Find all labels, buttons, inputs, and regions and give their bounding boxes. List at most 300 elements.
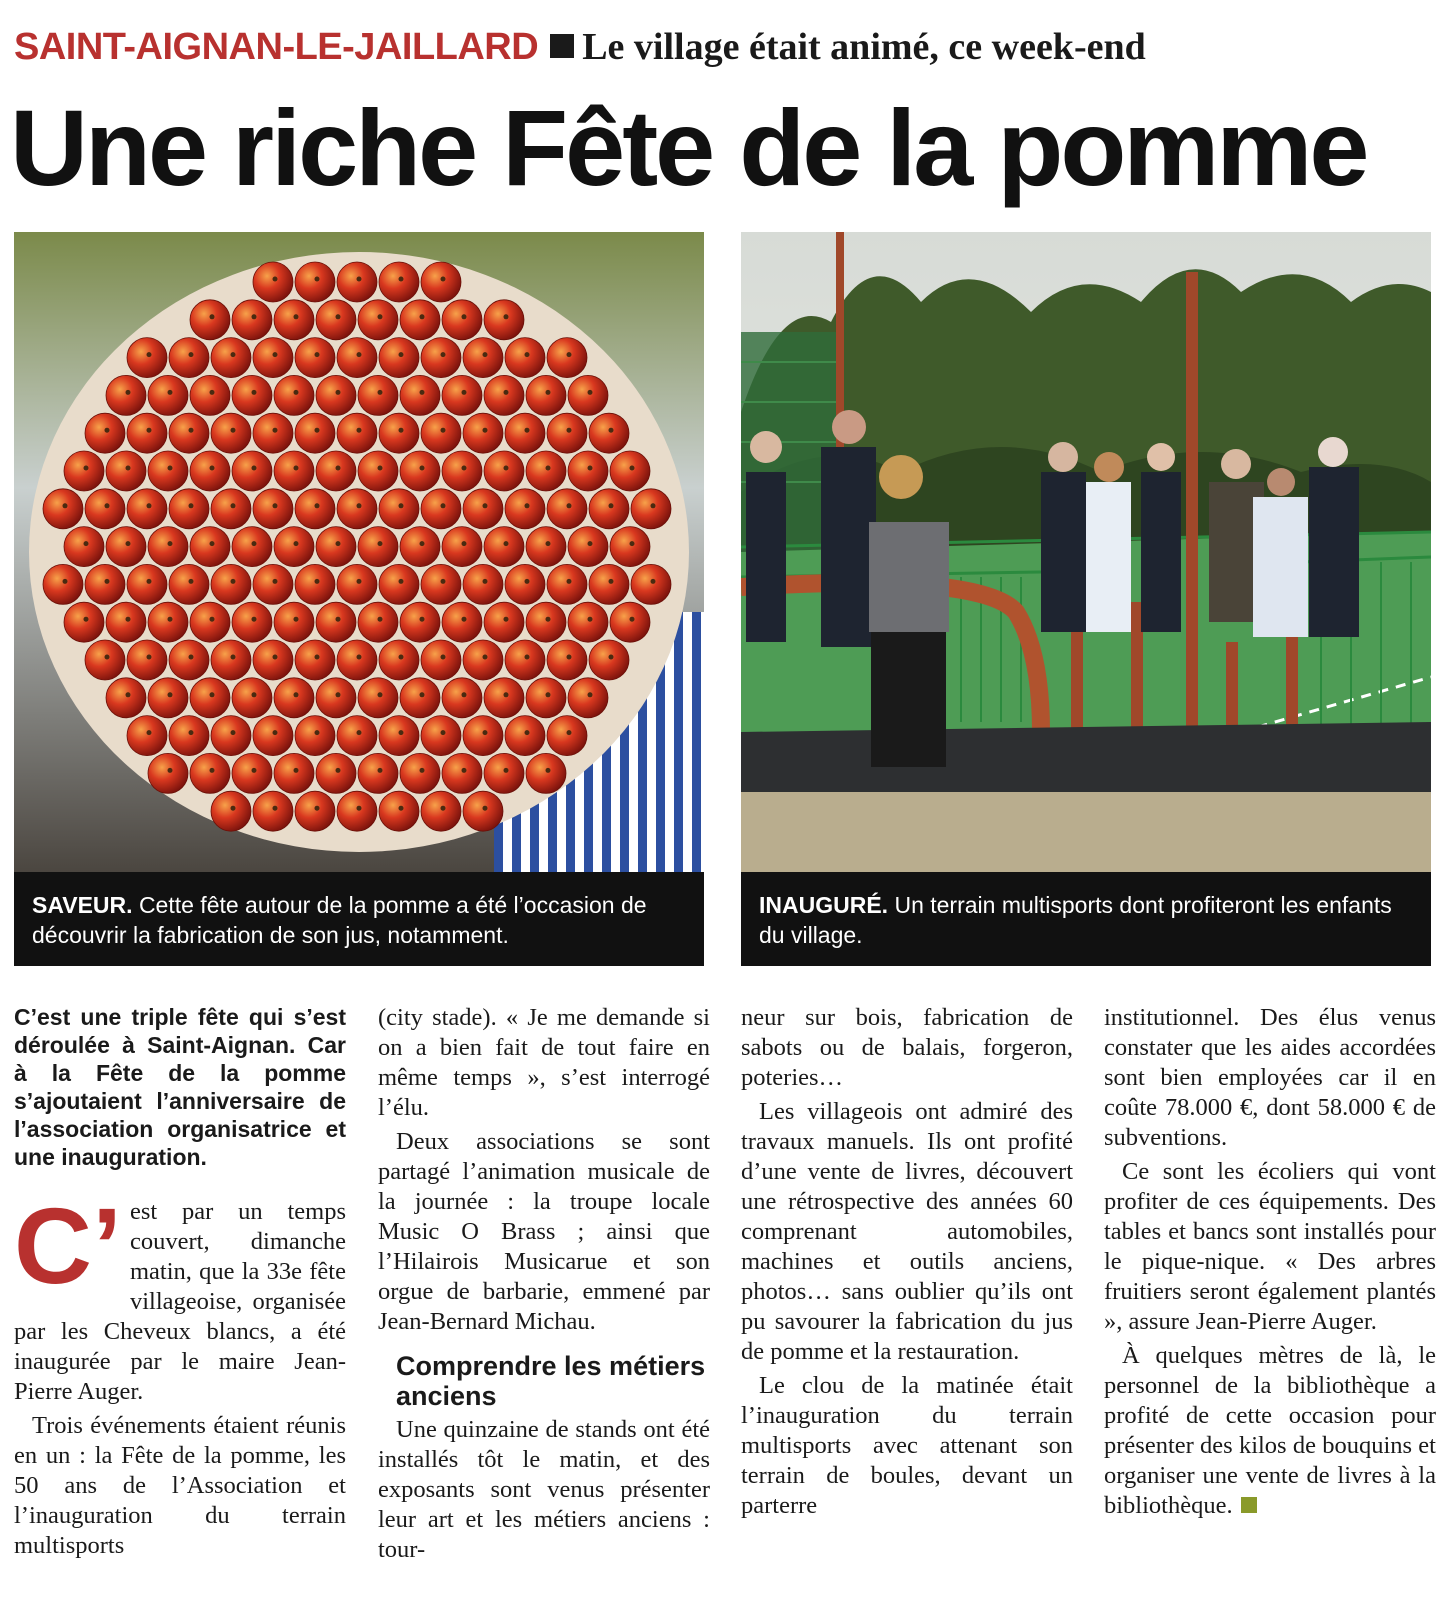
apple bbox=[442, 602, 482, 642]
apple bbox=[85, 564, 125, 604]
apple-stem bbox=[420, 541, 425, 546]
square-bullet-icon bbox=[550, 34, 574, 58]
apple-stem bbox=[504, 314, 509, 319]
apple-stem bbox=[168, 466, 173, 471]
apple-stem bbox=[210, 314, 215, 319]
apple-stem bbox=[231, 806, 236, 811]
article-paragraph-8 bbox=[1104, 1341, 1436, 1521]
apple-stem bbox=[84, 541, 89, 546]
apple-stem bbox=[357, 428, 362, 433]
apple bbox=[127, 640, 167, 680]
apple bbox=[589, 564, 629, 604]
apple-stem bbox=[588, 390, 593, 395]
apple-stem bbox=[399, 806, 404, 811]
article-paragraph-6-continued: institutionnel. Des élus venus constater que les aides accordées sont bien employées car il en coûte 78.000 €, dont 58.000 € de subventions. bbox=[1104, 1004, 1436, 1151]
apple bbox=[274, 753, 314, 793]
apple-stem bbox=[441, 806, 446, 811]
apple bbox=[190, 678, 230, 718]
apple-stem bbox=[126, 541, 131, 546]
apple bbox=[232, 527, 272, 567]
apple-stem bbox=[420, 692, 425, 697]
apple-stem bbox=[210, 541, 215, 546]
apple bbox=[505, 640, 545, 680]
apple bbox=[358, 602, 398, 642]
apple bbox=[442, 527, 482, 567]
apple bbox=[127, 489, 167, 529]
apple bbox=[169, 564, 209, 604]
apple bbox=[505, 413, 545, 453]
apple-stem bbox=[441, 277, 446, 282]
article-paragraph-4-continued: neur sur bois, fabrication de sabots ou de balais, forgeron, poteries… bbox=[741, 1004, 1073, 1091]
apple-stem bbox=[189, 655, 194, 660]
apple bbox=[337, 640, 377, 680]
apple bbox=[568, 527, 608, 567]
apple bbox=[253, 564, 293, 604]
apple bbox=[610, 602, 650, 642]
apple bbox=[421, 262, 461, 302]
article-column-2 bbox=[378, 1003, 710, 1615]
apple bbox=[337, 338, 377, 378]
apple bbox=[190, 753, 230, 793]
apple-stem bbox=[84, 466, 89, 471]
apple bbox=[568, 375, 608, 415]
apple-stem bbox=[525, 428, 530, 433]
apple bbox=[379, 413, 419, 453]
apple bbox=[358, 753, 398, 793]
apple bbox=[400, 678, 440, 718]
apple-stem bbox=[147, 503, 152, 508]
apple bbox=[190, 602, 230, 642]
apple-stem bbox=[336, 541, 341, 546]
apple-stem bbox=[126, 390, 131, 395]
apple-stem bbox=[294, 541, 299, 546]
apple bbox=[484, 451, 524, 491]
apple bbox=[589, 489, 629, 529]
apple-stem bbox=[147, 730, 152, 735]
apple-stem bbox=[462, 314, 467, 319]
apple-stem bbox=[105, 503, 110, 508]
apple-stem bbox=[378, 692, 383, 697]
apple bbox=[421, 716, 461, 756]
apple bbox=[358, 678, 398, 718]
apple-stem bbox=[273, 428, 278, 433]
apple-stem bbox=[126, 466, 131, 471]
apple bbox=[211, 564, 251, 604]
apple-stem bbox=[210, 466, 215, 471]
apple-stem bbox=[630, 541, 635, 546]
apple-stem bbox=[420, 617, 425, 622]
apple-stem bbox=[462, 466, 467, 471]
apple bbox=[421, 338, 461, 378]
apple-stem bbox=[378, 466, 383, 471]
headline: Une riche Fête de la pomme bbox=[10, 87, 1367, 208]
apple bbox=[169, 338, 209, 378]
apple-stem bbox=[462, 390, 467, 395]
apple-stem bbox=[294, 768, 299, 773]
caption-lead: INAUGURÉ. bbox=[759, 892, 889, 918]
apple-stem bbox=[462, 617, 467, 622]
apple bbox=[316, 451, 356, 491]
apple bbox=[421, 640, 461, 680]
apple bbox=[379, 791, 419, 831]
apple-stem bbox=[252, 314, 257, 319]
apple bbox=[421, 489, 461, 529]
apple bbox=[43, 564, 83, 604]
apple bbox=[463, 338, 503, 378]
apple-stem bbox=[483, 579, 488, 584]
apple bbox=[190, 527, 230, 567]
apple bbox=[379, 640, 419, 680]
apple-stem bbox=[189, 352, 194, 357]
apple-stem bbox=[294, 390, 299, 395]
apple-stem bbox=[525, 352, 530, 357]
apple bbox=[463, 640, 503, 680]
apple bbox=[211, 640, 251, 680]
apple bbox=[316, 753, 356, 793]
apple bbox=[400, 602, 440, 642]
apple bbox=[505, 489, 545, 529]
apple-stem bbox=[168, 617, 173, 622]
apple-stem bbox=[336, 314, 341, 319]
apple-stem bbox=[168, 692, 173, 697]
photo-caption-right bbox=[741, 872, 1431, 966]
apple bbox=[295, 338, 335, 378]
apple-stem bbox=[210, 768, 215, 773]
apple-stem bbox=[231, 352, 236, 357]
apple-stem bbox=[462, 768, 467, 773]
apple bbox=[253, 338, 293, 378]
apple-stem bbox=[567, 352, 572, 357]
apple bbox=[148, 678, 188, 718]
apple bbox=[148, 375, 188, 415]
apple bbox=[589, 640, 629, 680]
apple bbox=[421, 564, 461, 604]
apple bbox=[211, 338, 251, 378]
kicker bbox=[14, 22, 1146, 72]
apple-stem bbox=[399, 352, 404, 357]
paragraph-text: est par un temps couvert, dimanche matin, que la 33e fête villageoise, organisée par les Cheveux blancs, a été inaugurée par le maire Jean-Pierre Auger. bbox=[14, 1198, 346, 1405]
apple bbox=[211, 489, 251, 529]
apple-stem bbox=[126, 692, 131, 697]
apple bbox=[232, 678, 272, 718]
apple-stem bbox=[441, 730, 446, 735]
apple bbox=[85, 413, 125, 453]
apple bbox=[106, 527, 146, 567]
apple-stem bbox=[588, 692, 593, 697]
apple-stem bbox=[525, 730, 530, 735]
apple-stem bbox=[420, 314, 425, 319]
article-paragraph-2: Trois événements étaient réunis en un : la Fête de la pomme, les 50 ans de l’Association et l’inauguration du terrain multisports bbox=[14, 1412, 346, 1559]
apple-stem bbox=[441, 352, 446, 357]
caption-text: Un terrain multisports dont profiteront les enfants du village. bbox=[759, 892, 1392, 948]
apple-stem bbox=[483, 806, 488, 811]
apple-stem bbox=[336, 692, 341, 697]
apple bbox=[568, 602, 608, 642]
apple bbox=[547, 413, 587, 453]
article-column-4 bbox=[1104, 1003, 1436, 1615]
apple-stem bbox=[294, 617, 299, 622]
apple bbox=[484, 527, 524, 567]
apple-stem bbox=[273, 352, 278, 357]
apple bbox=[148, 451, 188, 491]
apple bbox=[148, 527, 188, 567]
apple bbox=[400, 300, 440, 340]
apple bbox=[442, 678, 482, 718]
apple-stem bbox=[504, 617, 509, 622]
apple-stem bbox=[420, 466, 425, 471]
apple-stem bbox=[609, 428, 614, 433]
apple bbox=[547, 564, 587, 604]
apple bbox=[295, 640, 335, 680]
apple-stem bbox=[231, 503, 236, 508]
kicker-subtitle: Le village était animé, ce week-end bbox=[582, 26, 1146, 68]
apple bbox=[421, 413, 461, 453]
apple-stem bbox=[357, 655, 362, 660]
apple bbox=[463, 564, 503, 604]
apple-stem bbox=[378, 768, 383, 773]
apple-stem bbox=[546, 768, 551, 773]
apple-stem bbox=[294, 466, 299, 471]
apple bbox=[274, 602, 314, 642]
apple-stem bbox=[147, 428, 152, 433]
apple bbox=[253, 716, 293, 756]
apple-stem bbox=[483, 428, 488, 433]
apple-stem bbox=[525, 579, 530, 584]
apple bbox=[106, 375, 146, 415]
apple bbox=[148, 602, 188, 642]
apple-stem bbox=[252, 768, 257, 773]
apple bbox=[127, 716, 167, 756]
apple-stem bbox=[462, 692, 467, 697]
apple-stem bbox=[588, 617, 593, 622]
apple bbox=[610, 451, 650, 491]
apple-stem bbox=[399, 277, 404, 282]
apple bbox=[106, 678, 146, 718]
apple-stem bbox=[378, 541, 383, 546]
apple-stem bbox=[231, 428, 236, 433]
apple-stem bbox=[315, 579, 320, 584]
paragraph-text: À quelques mètres de là, le personnel de la bibliothèque a profité de cette occasion pour présenter des kilos de bouquins et organiser une vente de livres à la bibliothèque. bbox=[1104, 1342, 1436, 1519]
apple-stem bbox=[357, 579, 362, 584]
kicker-place: SAINT-AIGNAN-LE-JAILLARD bbox=[14, 26, 539, 68]
apple-stem bbox=[315, 503, 320, 508]
apple-stem bbox=[294, 314, 299, 319]
article-chapo: C’est une triple fête qui s’est déroulée à Saint-Aignan. Car à la Fête de la pomme s’ajoutaient l’anniversaire de l’association organisatrice et une inauguration. bbox=[14, 1004, 346, 1170]
apple-stem bbox=[84, 617, 89, 622]
apple-stem bbox=[357, 352, 362, 357]
apple bbox=[631, 564, 671, 604]
apple bbox=[526, 375, 566, 415]
end-square-icon bbox=[1241, 1497, 1257, 1513]
apple bbox=[442, 375, 482, 415]
apple-stem bbox=[336, 466, 341, 471]
article-column-1 bbox=[14, 1003, 346, 1615]
apple-stem bbox=[630, 617, 635, 622]
apple bbox=[337, 564, 377, 604]
apple bbox=[211, 716, 251, 756]
apple-stem bbox=[420, 768, 425, 773]
apple bbox=[568, 678, 608, 718]
apple-stem bbox=[168, 768, 173, 773]
apple-stem bbox=[399, 503, 404, 508]
caption-lead: SAVEUR. bbox=[32, 892, 133, 918]
apple bbox=[547, 716, 587, 756]
apple bbox=[526, 678, 566, 718]
apple-stem bbox=[567, 503, 572, 508]
apple bbox=[274, 678, 314, 718]
apple-stem bbox=[168, 390, 173, 395]
apple-stem bbox=[252, 390, 257, 395]
apple-stem bbox=[483, 655, 488, 660]
apple bbox=[589, 413, 629, 453]
apple bbox=[169, 716, 209, 756]
apple-stem bbox=[252, 541, 257, 546]
article-paragraph-6: Le clou de la matinée était l’inauguration du terrain multisports avec attenant son terrain de boules, devant un parterre bbox=[741, 1372, 1073, 1519]
apple bbox=[400, 451, 440, 491]
apple-stem bbox=[273, 655, 278, 660]
apple-stem bbox=[231, 579, 236, 584]
apple bbox=[484, 300, 524, 340]
apple bbox=[442, 300, 482, 340]
apple-stem bbox=[294, 692, 299, 697]
apple bbox=[190, 375, 230, 415]
apple bbox=[463, 791, 503, 831]
apple bbox=[316, 375, 356, 415]
apple-stem bbox=[357, 277, 362, 282]
apple bbox=[190, 451, 230, 491]
apple-stem bbox=[504, 390, 509, 395]
apple bbox=[274, 300, 314, 340]
apple-stem bbox=[630, 466, 635, 471]
apple bbox=[211, 413, 251, 453]
apple-stem bbox=[483, 503, 488, 508]
apple-stem bbox=[273, 806, 278, 811]
apple bbox=[463, 413, 503, 453]
apple bbox=[610, 527, 650, 567]
apple bbox=[232, 300, 272, 340]
dropcap: C’ bbox=[14, 1185, 122, 1306]
apple bbox=[295, 262, 335, 302]
apple bbox=[295, 413, 335, 453]
article-subhead: Comprendre les métiers anciens bbox=[396, 1351, 706, 1411]
apple bbox=[505, 338, 545, 378]
apple-stem bbox=[189, 730, 194, 735]
apple bbox=[631, 489, 671, 529]
apple-stem bbox=[609, 655, 614, 660]
apple bbox=[316, 678, 356, 718]
apple-stem bbox=[273, 503, 278, 508]
apple-stem bbox=[315, 806, 320, 811]
apple bbox=[295, 791, 335, 831]
awning-stripe bbox=[674, 612, 683, 872]
apple-stem bbox=[231, 730, 236, 735]
apple bbox=[400, 375, 440, 415]
apple bbox=[442, 753, 482, 793]
apple-stem bbox=[441, 428, 446, 433]
apple bbox=[358, 300, 398, 340]
apple bbox=[463, 489, 503, 529]
apple bbox=[379, 338, 419, 378]
apple-stem bbox=[315, 352, 320, 357]
apple bbox=[274, 451, 314, 491]
apple-stem bbox=[336, 617, 341, 622]
apple-stem bbox=[651, 579, 656, 584]
apple bbox=[253, 489, 293, 529]
apple bbox=[127, 338, 167, 378]
article-paragraph-4: Une quinzaine de stands ont été installés tôt le matin, et des exposants sont venus présenter leur art et les métiers anciens : tour- bbox=[378, 1416, 710, 1563]
apple-stem bbox=[399, 655, 404, 660]
apple bbox=[379, 262, 419, 302]
apple bbox=[106, 451, 146, 491]
apple-stem bbox=[525, 503, 530, 508]
apple bbox=[337, 489, 377, 529]
apple-stem bbox=[546, 692, 551, 697]
apple-stem bbox=[273, 277, 278, 282]
apple-stem bbox=[504, 466, 509, 471]
apple-stem bbox=[588, 541, 593, 546]
photo-multisport bbox=[741, 232, 1431, 966]
apple bbox=[253, 262, 293, 302]
apple-stem bbox=[483, 730, 488, 735]
apple bbox=[484, 753, 524, 793]
apple bbox=[526, 753, 566, 793]
apple bbox=[484, 375, 524, 415]
apple-stem bbox=[273, 730, 278, 735]
apple bbox=[337, 716, 377, 756]
apple bbox=[316, 300, 356, 340]
apple-stem bbox=[63, 503, 68, 508]
photo-caption-left bbox=[14, 872, 704, 966]
apple-stem bbox=[210, 390, 215, 395]
apple-stem bbox=[567, 428, 572, 433]
apple-stem bbox=[546, 466, 551, 471]
apple bbox=[505, 716, 545, 756]
apple bbox=[337, 791, 377, 831]
multisport-field-image bbox=[741, 232, 1431, 872]
apple bbox=[400, 527, 440, 567]
apple bbox=[337, 413, 377, 453]
apple bbox=[400, 753, 440, 793]
apple-stem bbox=[357, 806, 362, 811]
apple-stem bbox=[567, 655, 572, 660]
apple bbox=[337, 262, 377, 302]
apple bbox=[358, 527, 398, 567]
apple-stem bbox=[546, 617, 551, 622]
apple-stem bbox=[483, 352, 488, 357]
apple-stem bbox=[378, 314, 383, 319]
apple bbox=[274, 375, 314, 415]
apple bbox=[484, 678, 524, 718]
apple bbox=[127, 564, 167, 604]
apple-stem bbox=[609, 503, 614, 508]
apple bbox=[295, 716, 335, 756]
apple bbox=[232, 602, 272, 642]
apple bbox=[358, 451, 398, 491]
apple bbox=[43, 489, 83, 529]
apple-stem bbox=[105, 428, 110, 433]
apple-stem bbox=[189, 428, 194, 433]
apple-stem bbox=[252, 466, 257, 471]
apple-stem bbox=[252, 692, 257, 697]
apple bbox=[148, 753, 188, 793]
photo-apples bbox=[14, 232, 704, 966]
apple-stem bbox=[147, 352, 152, 357]
apple bbox=[547, 489, 587, 529]
apple-stem bbox=[231, 655, 236, 660]
apple-stem bbox=[567, 579, 572, 584]
apple bbox=[526, 451, 566, 491]
article-paragraph-1 bbox=[14, 1185, 346, 1407]
